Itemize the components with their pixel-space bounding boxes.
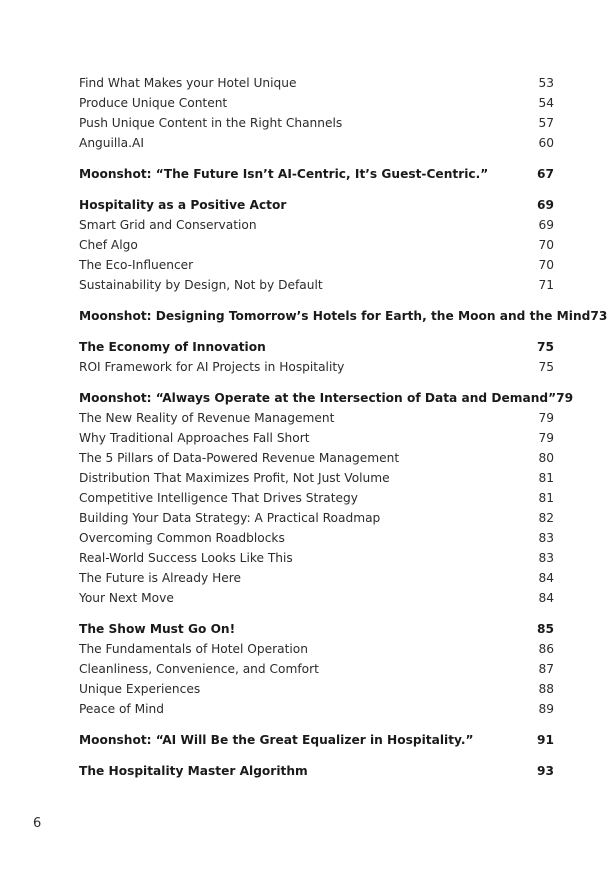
toc-section-title: Sustainability by Design, Not by Default xyxy=(79,278,323,292)
toc-section-row xyxy=(79,408,554,428)
toc-section-title: The Eco-Influencer xyxy=(79,258,194,272)
toc-section-row xyxy=(79,357,554,377)
toc-page-number: 80 xyxy=(538,451,554,465)
toc-chapter-row xyxy=(79,388,574,408)
toc-chapter-title: The Economy of Innovation xyxy=(79,340,266,354)
toc-page-number: 83 xyxy=(538,551,554,565)
toc-page-number: 81 xyxy=(538,471,554,485)
toc-section-row xyxy=(79,73,554,93)
toc-section-row xyxy=(79,113,554,133)
toc-section-title: Smart Grid and Conservation xyxy=(79,218,257,232)
toc-page-number: 88 xyxy=(538,682,554,696)
toc-chapter-row xyxy=(79,195,554,215)
toc-section-title: Anguilla.AI xyxy=(79,136,144,150)
toc-page-number: 84 xyxy=(538,591,554,605)
toc-chapter-title: Hospitality as a Positive Actor xyxy=(79,198,287,212)
toc-section-row xyxy=(79,699,554,719)
toc-page-number: 85 xyxy=(537,622,554,636)
toc-page-number: 54 xyxy=(538,96,554,110)
toc-page-number: 81 xyxy=(538,491,554,505)
toc-page-number: 69 xyxy=(537,198,554,212)
toc-section-row xyxy=(79,568,554,588)
toc-section-title: The New Reality of Revenue Management xyxy=(79,411,335,425)
toc-page-number: 60 xyxy=(538,136,554,150)
toc-page-number: 86 xyxy=(538,642,554,656)
toc-page-number: 53 xyxy=(538,76,554,90)
toc-section-row xyxy=(79,133,554,153)
toc-section-title: Building Your Data Strategy: A Practical Roadmap xyxy=(79,511,381,525)
toc-section-title: The 5 Pillars of Data-Powered Revenue Management xyxy=(79,451,400,465)
toc-section-title: Peace of Mind xyxy=(79,702,164,716)
toc-section-title: The Future is Already Here xyxy=(79,571,241,585)
toc-page-number: 71 xyxy=(538,278,554,292)
toc-page-number: 82 xyxy=(538,511,554,525)
toc-page-number: 75 xyxy=(537,340,554,354)
toc-section-row xyxy=(79,588,554,608)
toc-chapter-row xyxy=(79,619,554,639)
toc-section-title: Chef Algo xyxy=(79,238,138,252)
toc-page-number: 91 xyxy=(537,733,554,747)
toc-chapter-title: The Hospitality Master Algorithm xyxy=(79,764,308,778)
toc-page-number: 69 xyxy=(538,218,554,232)
toc-page-number: 70 xyxy=(538,238,554,252)
toc-section-row xyxy=(79,639,554,659)
toc-page-number: 93 xyxy=(537,764,554,778)
toc-chapter-title: Moonshot: Designing Tomorrow’s Hotels for Earth, the Moon and the Mind xyxy=(79,309,591,323)
toc-section-row xyxy=(79,448,554,468)
toc-section-title: The Fundamentals of Hotel Operation xyxy=(79,642,308,656)
toc-section-title: Distribution That Maximizes Profit, Not Just Volume xyxy=(79,471,390,485)
toc-section-row xyxy=(79,428,554,448)
toc-page-number: 87 xyxy=(538,662,554,676)
toc-chapter-title: Moonshot: “Always Operate at the Intersection of Data and Demand” xyxy=(79,391,557,405)
toc-chapter-title: Moonshot: “AI Will Be the Great Equalizer in Hospitality.” xyxy=(79,733,474,747)
toc-section-title: Your Next Move xyxy=(79,591,174,605)
page-number: 6 xyxy=(33,816,42,831)
toc-page-number: 70 xyxy=(538,258,554,272)
toc-section-row xyxy=(79,659,554,679)
toc-section-title: Cleanliness, Convenience, and Comfort xyxy=(79,662,319,676)
toc-section-title: Find What Makes your Hotel Unique xyxy=(79,76,297,90)
toc-section-row xyxy=(79,528,554,548)
toc-section-row xyxy=(79,679,554,699)
toc-section-row xyxy=(79,255,554,275)
toc-page-number: 57 xyxy=(538,116,554,130)
toc-section-title: Overcoming Common Roadblocks xyxy=(79,531,285,545)
toc-chapter-row xyxy=(79,761,554,781)
toc-section-title: ROI Framework for AI Projects in Hospitality xyxy=(79,360,345,374)
toc-section-title: Push Unique Content in the Right Channels xyxy=(79,116,343,130)
toc-section-title: Real-World Success Looks Like This xyxy=(79,551,293,565)
toc-page-number: 84 xyxy=(538,571,554,585)
toc-page-number: 67 xyxy=(537,167,554,181)
toc-page-number: 79 xyxy=(556,391,574,405)
toc-page-number: 73 xyxy=(590,309,608,323)
toc-section-row xyxy=(79,215,554,235)
toc-chapter-row xyxy=(79,306,608,326)
toc-chapter-row xyxy=(79,337,554,357)
toc-chapter-row xyxy=(79,730,554,750)
toc-section-title: Why Traditional Approaches Fall Short xyxy=(79,431,310,445)
toc-chapter-title: Moonshot: “The Future Isn’t AI-Centric, It’s Guest-Centric.” xyxy=(79,167,489,181)
toc-chapter-title: The Show Must Go On! xyxy=(79,622,236,636)
toc-page-number: 79 xyxy=(538,411,554,425)
toc-page-number: 83 xyxy=(538,531,554,545)
toc-section-row xyxy=(79,468,554,488)
toc-page-number: 75 xyxy=(538,360,554,374)
toc-section-row xyxy=(79,548,554,568)
toc-section-title: Competitive Intelligence That Drives Strategy xyxy=(79,491,358,505)
toc-page-number: 89 xyxy=(538,702,554,716)
toc-section-row xyxy=(79,508,554,528)
toc-section-row xyxy=(79,275,554,295)
toc-section-title: Produce Unique Content xyxy=(79,96,228,110)
toc-section-row xyxy=(79,488,554,508)
table-of-contents xyxy=(79,73,608,781)
toc-chapter-row xyxy=(79,164,554,184)
toc-section-row xyxy=(79,93,554,113)
toc-page-number: 79 xyxy=(538,431,554,445)
toc-section-row xyxy=(79,235,554,255)
toc-section-title: Unique Experiences xyxy=(79,682,201,696)
